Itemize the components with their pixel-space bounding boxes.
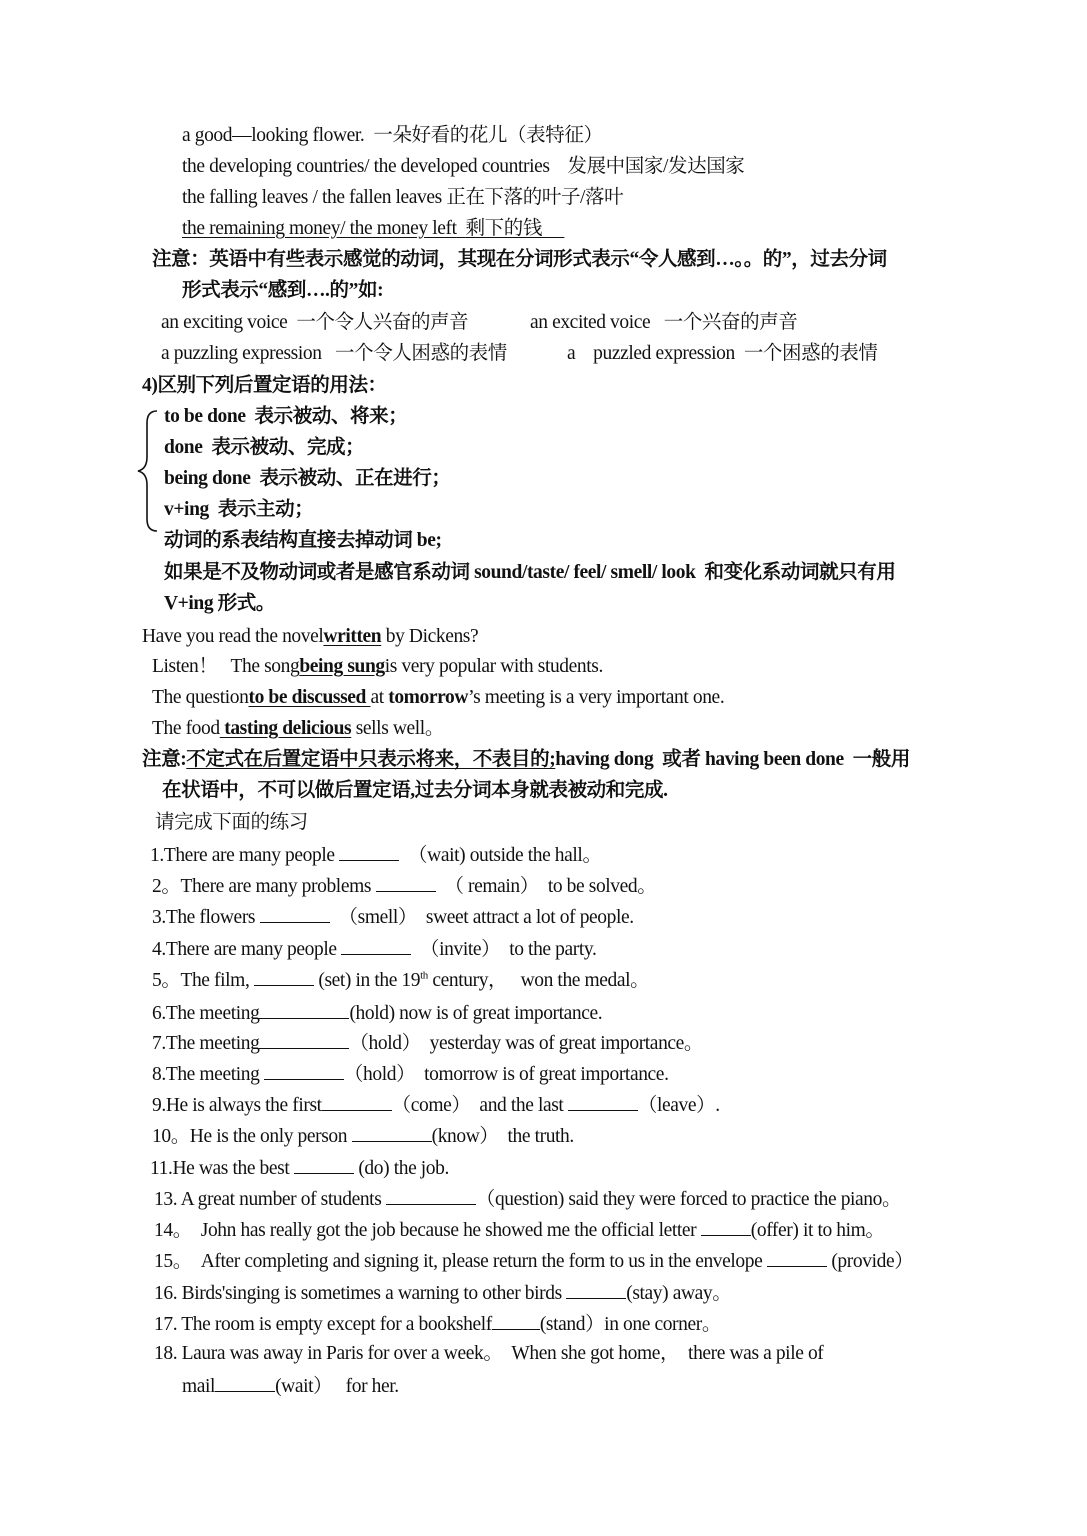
exercise-item: 16. Birds'singing is sometimes a warning to other birds (stay) away。 (154, 1280, 731, 1306)
rule-extra: 动词的系表结构直接去掉动词 be; (164, 530, 442, 551)
note-line: 注意：英语中有些表示感觉的动词，其现在分词形式表示“令人感到…。。的”，过去分词 (152, 249, 887, 270)
note-line: 注意:不定式在后置定语中只表示将来，不表目的;having dong 或者 having been done 一般用 (142, 749, 910, 770)
example-en: the remaining money/ the money left (182, 218, 457, 239)
exercise-item: 10。He is the only person (know） the truth. (152, 1123, 574, 1149)
answer-blank[interactable] (352, 1123, 432, 1142)
answer-blank[interactable] (259, 1000, 349, 1019)
example-zh: 剩下的钱 (465, 218, 542, 239)
example-zh: 一朵好看的花儿（表特征） (373, 125, 603, 146)
exercise-item: 1.There are many people （wait) outside the hall。 (150, 842, 602, 868)
example-sentence: The food tasting delicious sells well。 (152, 718, 444, 739)
exercise-item: 18. Laura was away in Paris for over a week。 When she got home， there was a pile of (154, 1343, 824, 1364)
exercise-item: 4.There are many people （invite） to the party. (152, 936, 596, 962)
answer-blank[interactable] (376, 873, 436, 892)
note-line: 形式表示“感到….的”如: (182, 280, 384, 301)
answer-blank[interactable] (386, 1186, 476, 1205)
example-sentence: Listen！ The songbeing sungis very popular with students. (152, 656, 603, 677)
example-zh: 发展中国家/发达国家 (567, 156, 745, 177)
answer-blank[interactable] (566, 1280, 626, 1299)
example-zh: 正在下落的叶子/落叶 (446, 187, 624, 208)
example-en: a good—looking flower. (182, 125, 365, 146)
feel-example-line: a puzzling expression 一个令人困惑的表情 (161, 343, 507, 364)
example-en: the falling leaves / the fallen leaves (182, 187, 442, 208)
example-line (182, 124, 603, 148)
exercise-item: 15。 After completing and signing it, please return the form to us in the envelope (provide） (154, 1248, 913, 1274)
answer-blank[interactable] (568, 1092, 638, 1111)
exercise-title: 请完成下面的练习 (155, 812, 308, 833)
note-line: 在状语中，不可以做后置定语,过去分词本身就表被动和完成. (162, 780, 668, 801)
exercise-item: 17. The room is empty except for a bookshelf (stand）in one corner。 (154, 1311, 721, 1337)
answer-blank[interactable] (322, 1092, 392, 1111)
rule-line: v+ing 表示主动； (164, 499, 314, 520)
example-sentence: Have you read the novelwritten by Dickens? (142, 626, 479, 647)
feel-example-line: an excited voice 一个兴奋的声音 (530, 312, 798, 333)
feel-example-line: a puzzled expression 一个困惑的表情 (567, 343, 878, 364)
answer-blank[interactable] (767, 1248, 827, 1267)
answer-blank[interactable] (215, 1373, 275, 1392)
answer-blank[interactable] (341, 936, 411, 955)
example-sentence: The questionto be discussed at tomorrow’s meeting is a very important one. (152, 687, 725, 708)
curly-brace-icon (135, 409, 161, 533)
feel-example-line: an exciting voice 一个令人兴奋的声音 (161, 312, 469, 333)
example-line (182, 155, 744, 179)
answer-blank[interactable] (259, 1030, 349, 1049)
example-line (182, 217, 564, 241)
example-en: the developing countries/ the developed countries (182, 156, 550, 177)
answer-blank[interactable] (264, 1061, 344, 1080)
rule-line: being done 表示被动、正在进行； (164, 468, 451, 489)
exercise-item: 6.The meeting (hold) now is of great importance. (152, 1000, 602, 1026)
exercise-item: 3.The flowers （smell） sweet attract a lot of people. (152, 904, 634, 930)
exercise-item: 14。 John has really got the job because he showed me the official letter (offer) it to him。 (154, 1217, 885, 1243)
answer-blank[interactable] (701, 1217, 751, 1236)
exercise-item: mail (wait） for her. (182, 1373, 399, 1399)
answer-blank[interactable] (339, 842, 399, 861)
exercise-item: 11.He was the best (do) the job. (150, 1155, 449, 1181)
exercise-item: 8.The meeting （hold） tomorrow is of great importance. (152, 1061, 669, 1087)
answer-blank[interactable] (294, 1155, 354, 1174)
exercise-item: 13. A great number of students （question) said they were forced to practice the piano。 (154, 1186, 901, 1212)
section-title: 4)区别下列后置定语的用法： (142, 375, 387, 396)
rule-line: done 表示被动、完成； (164, 437, 365, 458)
rule-extra: 如果是不及物动词或者是感官系动词 sound/taste/ feel/ smell/ look 和变化系动词就只有用 (164, 562, 896, 583)
exercise-item: 7.The meeting （hold） yesterday was of great importance。 (152, 1030, 703, 1056)
answer-blank[interactable] (260, 904, 330, 923)
rule-extra: V+ing 形式。 (164, 593, 275, 614)
exercise-item: 5。The film, (set) in the 19th century， won the medal。 (152, 967, 649, 993)
answer-blank[interactable] (254, 967, 314, 986)
rule-line: to be done 表示被动、将来； (164, 406, 408, 427)
exercise-item: 2。There are many problems （ remain） to be solved。 (152, 873, 656, 899)
example-line (182, 186, 623, 210)
exercise-item: 9.He is always the first （come） and the last （leave）. (152, 1092, 720, 1118)
answer-blank[interactable] (492, 1311, 540, 1330)
